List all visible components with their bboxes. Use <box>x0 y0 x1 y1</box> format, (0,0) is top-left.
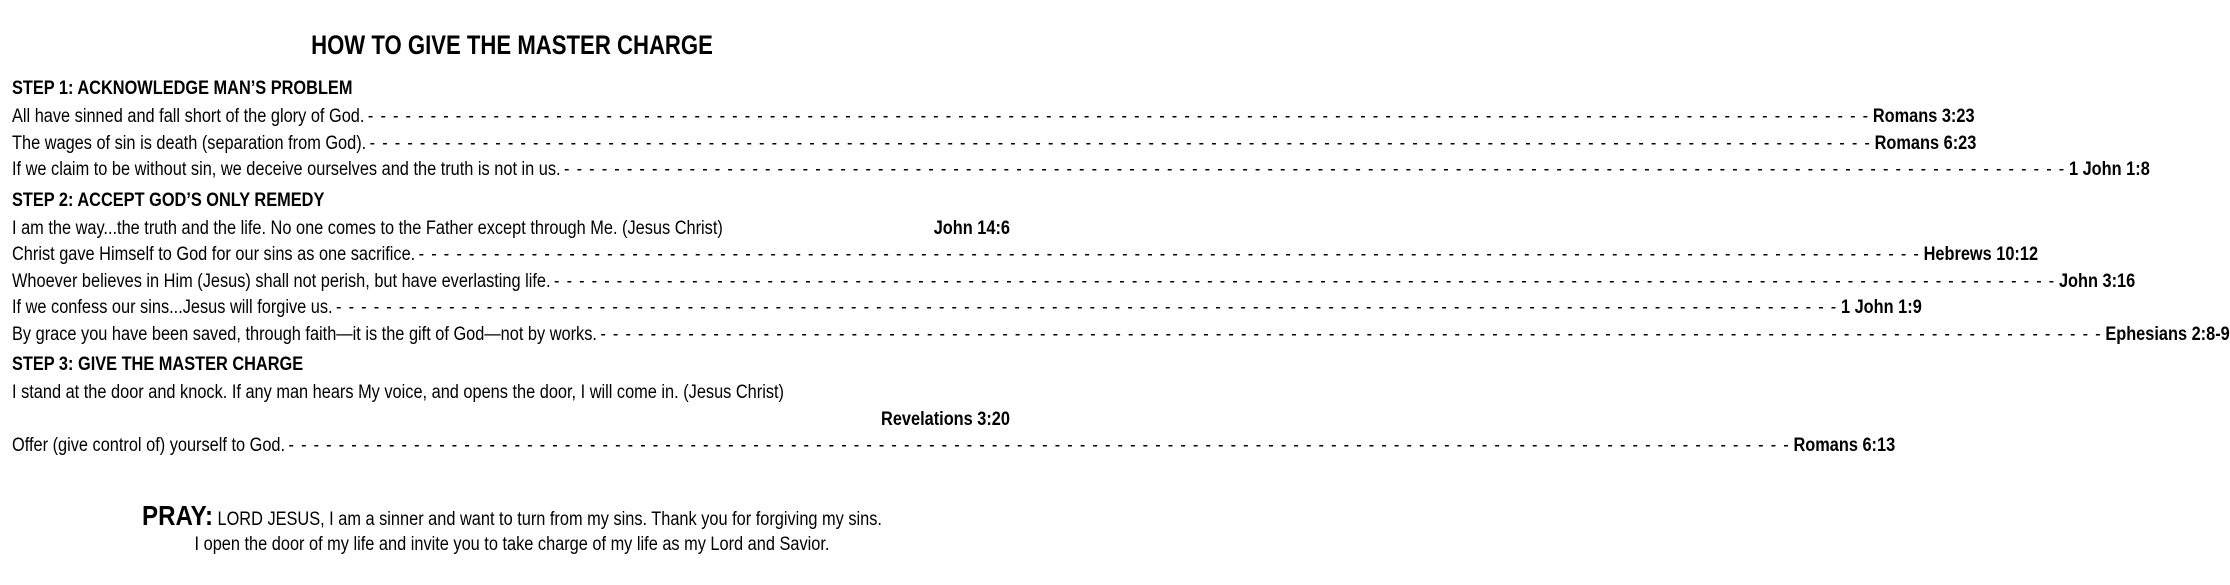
verse-text: Whoever believes in Him (Jesus) shall not perish, but have everlasting life. <box>12 270 551 292</box>
prayer-text-1: LORD JESUS, I am a sinner and want to turn from my sins. Thank you for forgiving my sins. <box>217 509 882 530</box>
dash-leader: - - - - - - - - - - - - - - - - - - - - - - - - - - - - - - - - - - - - - - - - - - - - - - - - - - - - - - - - - - - - - - - - - - - - - - - - - - - - - - - - - - - - - - - - - - - - - - - - - - - - - - - - - - - - - - - - - - - - - - - - <box>418 244 1921 265</box>
verse-text: Offer (give control of) yourself to God. <box>12 435 286 456</box>
verse-text: I stand at the door and knock. If any man hears My voice, and opens the door, I will come in. (Jesus Christ) <box>12 382 784 403</box>
dash-leader: - - - - - - - - - - - - - - - - - - - - - - - - - - - - - - - - - - - - - - - - - - - - - - - - - - - - - - - - - - - - - - - - - - - - - - - - - - - - - - - - - - - - - - - - - - - - - - - - - - - - - - - - - - - - - - - - - - - - - - - - <box>288 435 1791 456</box>
page-title: HOW TO GIVE THE MASTER CHARGE <box>311 30 713 60</box>
verse-reference: Revelations 3:20 <box>881 408 1010 430</box>
verse-text: Christ gave Himself to God for our sins as one sacrifice. <box>12 244 416 265</box>
verse-reference: John 14:6 <box>933 217 1010 239</box>
verse-reference: Romans 6:13 <box>1793 435 1896 456</box>
step-3-heading: STEP 3: GIVE THE MASTER CHARGE <box>12 354 304 375</box>
verse-text: If we confess our sins...Jesus will forgive us. <box>12 297 333 318</box>
dash-leader: - - - - - - - - - - - - - - - - - - - - - - - - - - - - - - - - - - - - - - - - - - - - - - - - - - - - - - - - - - - - - - - - - - - - - - - - - - - - - - - - - - - - - - - - - - - - - - - - - - - - - - - - - - - - - - - - - - - - - - - - <box>367 106 1870 127</box>
verse-line <box>12 244 2039 271</box>
verse-text: By grace you have been saved, through faith—it is the gift of God—not by works. <box>12 323 597 345</box>
verse-reference: Romans 3:23 <box>1872 106 1975 127</box>
prayer-line-2: I open the door of my life and invite you to take charge of my life as my Lord and Savior. <box>194 534 830 555</box>
verse-line <box>12 218 1010 245</box>
verse-reference: Hebrews 10:12 <box>1923 244 2039 265</box>
verse-line <box>12 106 1975 133</box>
verse-text: I am the way...the truth and the life. No one comes to the Father except through Me. (Jesus Christ) <box>12 217 723 239</box>
dash-leader: - - - - - - - - - - - - - - - - - - - - - - - - - - - - - - - - - - - - - - - - - - - - - - - - - - - - - - - - - - - - - - - - - - - - - - - - - - - - - - - - - - - - - - - - - - - - - - - - - - - - - - - - - - - - - - - - - - - - - - - - <box>336 297 1838 318</box>
verse-line <box>12 323 2230 351</box>
verse-line <box>12 382 1010 409</box>
verse-line <box>12 270 2136 298</box>
pray-label: PRAY: <box>142 500 213 531</box>
verse-reference: John 3:16 <box>2058 270 2136 292</box>
verse-line <box>12 159 2150 186</box>
verse-reference: Romans 6:23 <box>1874 132 1977 154</box>
verse-reference: Ephesians 2:8-9 <box>2105 323 2230 345</box>
verse-line <box>12 297 1922 324</box>
verse-reference: 1 John 1:8 <box>2068 159 2150 180</box>
verse-text: The wages of sin is death (separation from God). <box>12 132 367 154</box>
verse-reference: 1 John 1:9 <box>1840 297 1922 318</box>
verse-text: If we claim to be without sin, we deceive ourselves and the truth is not in us. <box>12 159 561 180</box>
prayer-line-1 <box>72 500 953 532</box>
verse-line <box>12 409 1010 436</box>
dash-leader: - - - - - - - - - - - - - - - - - - - - - - - - - - - - - - - - - - - - - - - - - - - - - - - - - - - - - - - - - - - - - - - - - - - - - - - - - - - - - - - - - - - - - - - - - - - - - - - - - - - - - - - - - - - - - - - - - - - - - - - - <box>564 159 2066 180</box>
dash-leader: - - - - - - - - - - - - - - - - - - - - - - - - - - - - - - - - - - - - - - - - - - - - - - - - - - - - - - - - - - - - - - - - - - - - - - - - - - - - - - - - - - - - - - - - - - - - - - - - - - - - - - - - - - - - - - - - - - - - - - - - <box>554 270 2056 292</box>
dash-leader: - - - - - - - - - - - - - - - - - - - - - - - - - - - - - - - - - - - - - - - - - - - - - - - - - - - - - - - - - - - - - - - - - - - - - - - - - - - - - - - - - - - - - - - - - - - - - - - - - - - - - - - - - - - - - - - - - - - - - - - - <box>369 132 1872 154</box>
verse-line <box>12 132 1977 160</box>
dash-leader: - - - - - - - - - - - - - - - - - - - - - - - - - - - - - - - - - - - - - - - - - - - - - - - - - - - - - - - - - - - - - - - - - - - - - - - - - - - - - - - - - - - - - - - - - - - - - - - - - - - - - - - - - - - - - - - - - - - - - - - - <box>600 323 2102 345</box>
step-1-heading: STEP 1: ACKNOWLEDGE MAN’S PROBLEM <box>12 78 353 99</box>
verse-text: All have sinned and fall short of the glory of God. <box>12 106 365 127</box>
verse-line <box>12 435 1896 462</box>
steps-container <box>12 78 2230 462</box>
step-2-heading: STEP 2: ACCEPT GOD’S ONLY REMEDY <box>12 189 325 211</box>
